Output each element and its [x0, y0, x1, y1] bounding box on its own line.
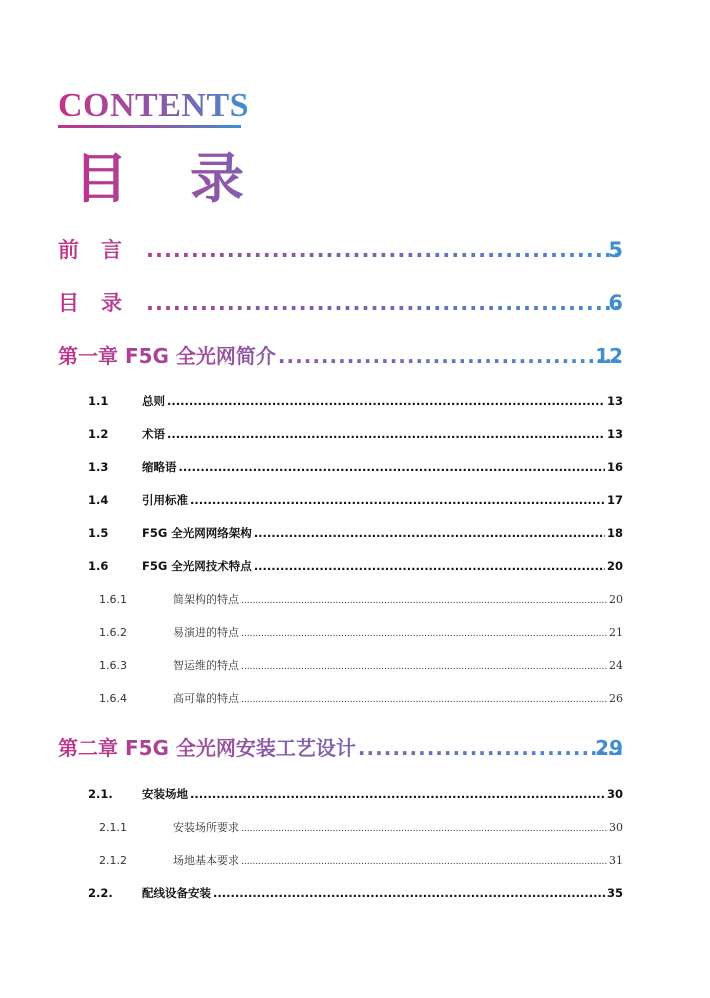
- section-title: 缩略语: [142, 460, 177, 474]
- dot-leader: [167, 394, 605, 408]
- toc-title: 目录: [74, 147, 306, 210]
- toc-page-number: 29: [595, 736, 623, 760]
- dot-leader: [190, 787, 605, 801]
- dot-leader: [254, 559, 605, 573]
- dot-leader: [241, 596, 607, 606]
- toc-section[interactable]: [88, 525, 623, 543]
- dot-leader: [278, 344, 593, 368]
- toc-page-number: 26: [609, 692, 623, 705]
- dot-leader: [254, 526, 605, 540]
- section-title: F5G 全光网技术特点: [142, 559, 252, 573]
- toc-subsection[interactable]: [99, 819, 623, 837]
- dot-leader: [358, 736, 593, 760]
- section-number: 2.1.: [88, 787, 113, 801]
- subsection-title: 易演进的特点: [173, 626, 239, 639]
- subsection-number: 2.1.2: [99, 854, 127, 867]
- toc-page-number: 31: [609, 854, 623, 867]
- toc-page-number: 17: [606, 493, 623, 507]
- toc-subsection[interactable]: [99, 591, 623, 609]
- section-title: 术语: [142, 427, 165, 441]
- chapter-label: 第一章 F5G 全光网简介: [58, 344, 276, 368]
- toc-chapter-2[interactable]: [58, 732, 623, 762]
- toc-entry-label: 前言: [58, 238, 144, 262]
- subsection-number: 1.6.2: [99, 626, 127, 639]
- dot-leader: [241, 857, 607, 867]
- subsection-title: 高可靠的特点: [173, 692, 239, 705]
- toc-section[interactable]: [88, 393, 623, 411]
- toc-page-number: 20: [609, 593, 623, 606]
- toc-section[interactable]: [88, 786, 623, 804]
- dot-leader: [241, 629, 607, 639]
- toc-page-number: 30: [606, 787, 623, 801]
- toc-page-number: 30: [609, 821, 623, 834]
- subsection-title: 简架构的特点: [173, 593, 239, 606]
- section-number: 1.2: [88, 427, 109, 441]
- toc-page-number: 13: [606, 427, 623, 441]
- dot-leader: [241, 695, 607, 705]
- dot-leader: [146, 238, 606, 262]
- toc-subsection[interactable]: [99, 624, 623, 642]
- section-title: 引用标准: [142, 493, 188, 507]
- dot-leader: [241, 662, 607, 672]
- section-number: 1.1: [88, 394, 109, 408]
- toc-subsection[interactable]: [99, 657, 623, 675]
- subsection-number: 2.1.1: [99, 821, 127, 834]
- dot-leader: [241, 824, 607, 834]
- toc-page-number: 35: [606, 886, 623, 900]
- toc-entry-preface[interactable]: [58, 234, 623, 264]
- subsection-number: 1.6.1: [99, 593, 127, 606]
- dot-leader: [167, 427, 605, 441]
- subsection-number: 1.6.3: [99, 659, 127, 672]
- dot-leader: [146, 291, 606, 315]
- toc-page-number: 5: [608, 238, 623, 262]
- toc-entry-label: 目录: [58, 291, 144, 315]
- section-title: F5G 全光网网络架构: [142, 526, 252, 540]
- toc-subsection[interactable]: [99, 690, 623, 708]
- section-number: 1.6: [88, 559, 109, 573]
- section-title: 安装场地: [142, 787, 188, 801]
- toc-entry-catalog[interactable]: [58, 287, 623, 317]
- toc-page-number: 21: [609, 626, 623, 639]
- subsection-title: 安装场所要求: [173, 821, 239, 834]
- toc-page-number: 24: [609, 659, 623, 672]
- toc-section[interactable]: [88, 459, 623, 477]
- contents-underline: [58, 125, 241, 128]
- toc-section[interactable]: [88, 558, 623, 576]
- dot-leader: [179, 460, 605, 474]
- dot-leader: [190, 493, 605, 507]
- section-title: 总则: [142, 394, 165, 408]
- contents-heading: CONTENTS: [58, 87, 250, 124]
- section-title: 配线设备安装: [142, 886, 211, 900]
- toc-section[interactable]: [88, 426, 623, 444]
- toc-page-number: 20: [606, 559, 623, 573]
- section-number: 1.3: [88, 460, 109, 474]
- toc-page-number: 16: [606, 460, 623, 474]
- section-number: 2.2.: [88, 886, 113, 900]
- toc-page-number: 18: [606, 526, 623, 540]
- toc-subsection[interactable]: [99, 852, 623, 870]
- section-number: 1.5: [88, 526, 109, 540]
- toc-page-number: 13: [606, 394, 623, 408]
- section-number: 1.4: [88, 493, 109, 507]
- subsection-number: 1.6.4: [99, 692, 127, 705]
- chapter-label: 第二章 F5G 全光网安装工艺设计: [58, 736, 356, 760]
- dot-leader: [213, 886, 605, 900]
- toc-chapter-1[interactable]: [58, 340, 623, 370]
- toc-page-number: 6: [608, 291, 623, 315]
- toc-page-number: 12: [595, 344, 623, 368]
- toc-section[interactable]: [88, 492, 623, 510]
- toc-section[interactable]: [88, 885, 623, 903]
- subsection-title: 智运维的特点: [173, 659, 239, 672]
- subsection-title: 场地基本要求: [173, 854, 239, 867]
